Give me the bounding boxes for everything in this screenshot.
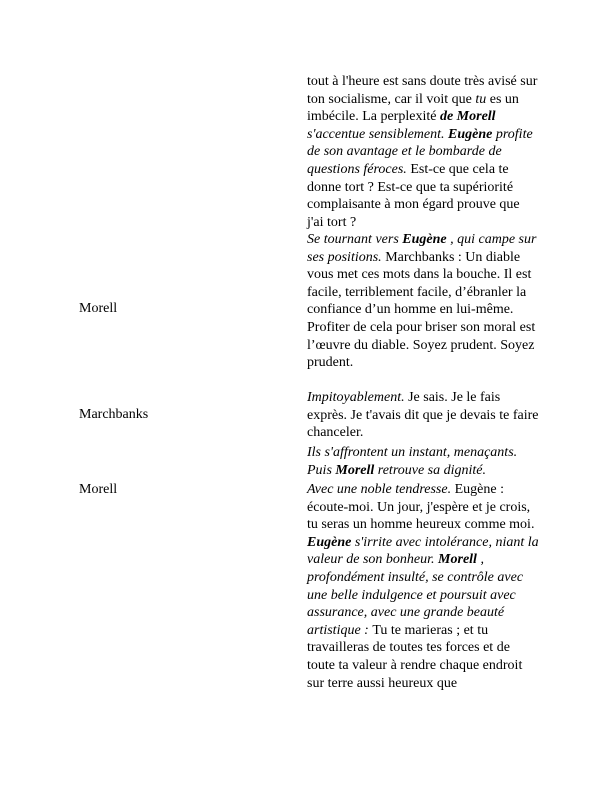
dialogue-text <box>307 481 539 692</box>
dialogue-block-4 <box>307 481 539 692</box>
speaker-name: Morell <box>79 482 118 497</box>
text-run: tout à l'heure est sans doute très avisé sur ton socialisme, car il voit que <box>307 74 538 107</box>
text-run: es un imbécile. La perplexité <box>307 91 519 125</box>
dialogue-text <box>307 231 539 372</box>
character-name: de Morell <box>439 109 496 125</box>
stage-direction: s'accentue sensiblement. <box>307 126 449 142</box>
text-run: Eugène : écoute-moi. Un jour, j'espère et je crois, tu seras un homme heureux comme moi. <box>307 482 535 533</box>
character-name: Eugène <box>307 534 352 550</box>
dialogue-text <box>307 389 539 442</box>
stage-direction: Impitoyablement. <box>307 390 405 405</box>
text-run: Marchbanks : Un diable vous met ces mots dans la bouche. Il est facile, terriblement facile, d’ébranler la confiance d’un homme en lui-même. Profiter de cela pour briser son moral est l’œuvre du diable. Soyez prudent. Soyez prudent. <box>307 249 536 371</box>
stage-direction: , qui campe sur ses positions. <box>307 232 537 265</box>
dialogue-block-1 <box>307 73 539 231</box>
speaker-name: Morell <box>79 301 118 316</box>
character-name: Morell <box>335 462 375 478</box>
text-run: Je sais. Je le fais exprès. Je t'avais dit que je devais te faire chanceler. <box>307 390 539 441</box>
stage-direction-text <box>307 444 539 479</box>
stage-direction: retrouve sa dignité. <box>374 462 487 478</box>
character-name: Morell <box>438 552 477 568</box>
stage-direction: Ils s'affrontent un instant, menaçants. Puis <box>307 445 518 478</box>
character-name: Eugène <box>448 126 493 142</box>
stage-direction: , profondément insulté, se contrôle avec une belle indulgence et poursuit avec assurance, avec une grande beauté artistique : <box>307 552 524 638</box>
stage-direction: Avec une noble tendresse. <box>307 482 452 497</box>
text-run: Est-ce que cela te donne tort ? Est-ce que ta supériorité complaisante à mon égard prouve que j'ai tort ? <box>307 161 520 230</box>
italic-run: tu <box>475 91 487 107</box>
text-run: Tu te marieras ; et tu travailleras de toutes tes forces et de toute ta valeur à rendre chaque endroit sur terre aussi heureux que <box>307 622 523 691</box>
stage-direction: s'irrite avec intolérance, niant la valeur de son bonheur. <box>307 534 539 568</box>
dialogue-block-2 <box>307 231 539 372</box>
character-name: Eugène <box>402 232 447 247</box>
stage-direction: Se tournant vers <box>307 232 403 247</box>
dialogue-text <box>307 73 539 231</box>
stage-direction: profite de son avantage et le bombarde de questions féroces. <box>307 126 533 177</box>
stage-direction-block <box>307 444 539 479</box>
speaker-name: Marchbanks <box>79 407 149 422</box>
dialogue-block-3 <box>307 389 539 442</box>
